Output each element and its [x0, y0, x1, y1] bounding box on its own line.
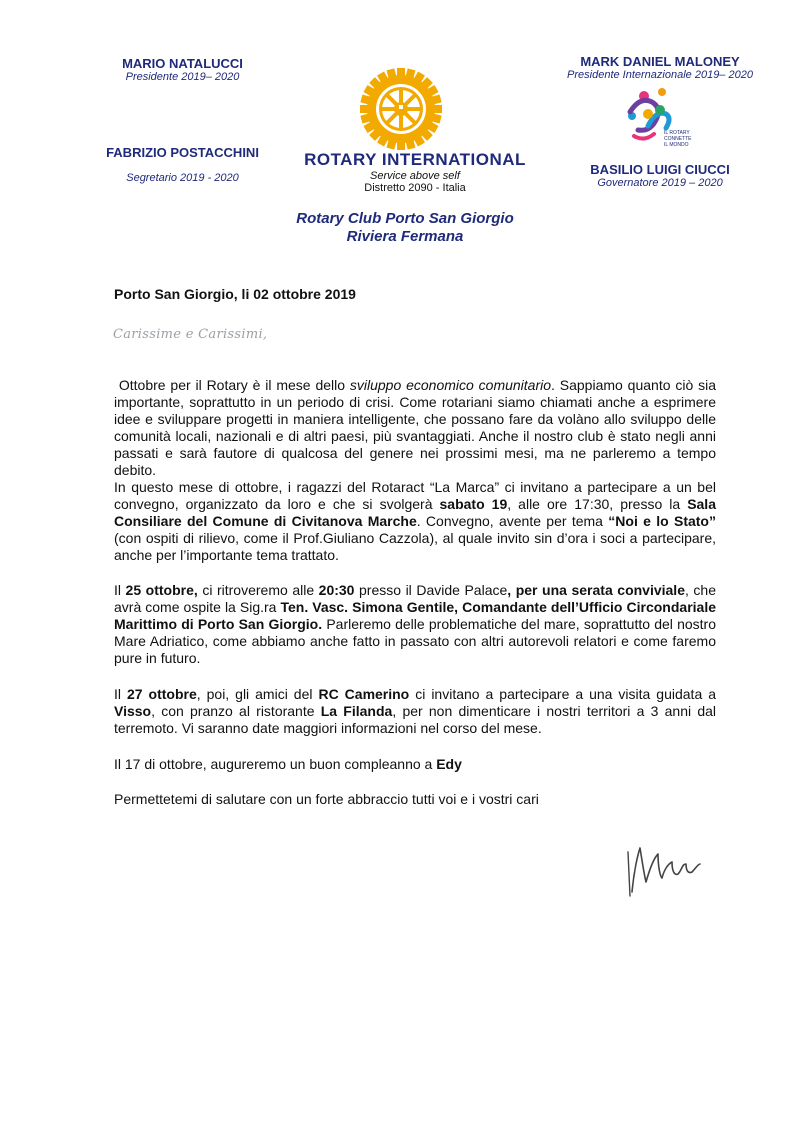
p1-c: . Sappiamo quanto ciò sia importante, soprattutto in un periodo di crisi. Come rotariani siamo chiamati anche a esprimere idee e sviluppare progetti in maniera intelligente, che possano fare da volàno allo sviluppo delle comunità locali, nazionali e di altri paesi, più svantaggiati. Anche il nostro club è stato negli anni passati e sarà fautore di qualcosa del genere nei prossimi mesi, ma ne parleremo a tempo debito.	[114, 377, 716, 478]
p3-i: Parleremo delle problematiche del mare, soprattutto del nostro Mare Adriatico, come abbiamo anche fatto in passato con altri autorevoli relatori e come faremo pure in futuro.	[114, 616, 716, 666]
officer-role: Governatore 2019 – 2020	[597, 177, 723, 189]
p4-g: , con pranzo al ristorante	[151, 703, 321, 719]
p3-h: Ten. Vasc. Simona Gentile, Comandante dell’Ufficio Circondariale Marittimo di Porto San Giorgio.	[114, 599, 716, 632]
officer-secretary	[85, 145, 280, 184]
p3-g: , che avrà come ospite la Sig.ra	[114, 582, 716, 615]
p2-f: “Noi e lo Stato”	[608, 513, 716, 529]
organization-title: ROTARY INTERNATIONAL	[304, 150, 526, 169]
club-name-line2: Riviera Fermana	[346, 228, 464, 245]
p5-b: Edy	[436, 756, 462, 772]
officer-name: MARK DANIEL MALONEY	[580, 54, 740, 69]
officer-name: BASILIO LUIGI CIUCCI	[590, 162, 730, 177]
paragraph-4	[114, 686, 716, 737]
p4-c: , poi, gli amici del	[196, 686, 319, 702]
officer-role: Presidente Internazionale 2019– 2020	[567, 69, 753, 81]
p4-h: La Filanda	[320, 703, 393, 719]
p2-d: Sala Consiliare del Comune di Civitanova Marche	[114, 496, 716, 529]
paragraph-1	[114, 377, 716, 479]
paragraph-3	[114, 582, 716, 667]
district: Distretto 2090 - Italia	[364, 182, 466, 194]
club-name-line1: Rotary Club Porto San Giorgio	[296, 210, 514, 227]
p4-b: 27 ottobre	[126, 686, 197, 702]
club-name	[260, 210, 550, 246]
officer-name: MARIO NATALUCCI	[122, 56, 243, 71]
theme-text: CONNETTE	[664, 136, 692, 142]
officer-international-president	[560, 54, 760, 81]
paragraph-2	[114, 479, 716, 564]
p4-i: , per non dimenticare i nostri territori a 3 anni dal terremoto. Vi saranno date maggiori informazioni nel corso del mese.	[114, 703, 717, 736]
paragraph-5	[114, 756, 716, 773]
p3-a: Il	[114, 582, 126, 598]
p3-e: presso il Davide Palace	[354, 582, 508, 598]
officer-name: FABRIZIO POSTACCHINI	[106, 145, 259, 160]
p3-f: , per una serata conviviale	[507, 582, 685, 598]
signature	[618, 830, 718, 900]
p1-b: sviluppo economico comunitario	[349, 377, 552, 393]
p4-e: ci invitano a partecipare a una visita guidata a	[409, 686, 716, 702]
officer-governor	[565, 162, 755, 189]
motto: Service above self	[370, 170, 460, 182]
p3-c: ci ritroveremo alle	[197, 582, 319, 598]
theme-text: IL MONDO	[664, 142, 689, 148]
officer-role: Segretario 2019 - 2020	[126, 172, 239, 184]
officer-role: Presidente 2019– 2020	[125, 71, 240, 83]
p5-a: Il 17 di ottobre, augureremo un buon compleanno a	[114, 756, 437, 772]
handwritten-salutation: Carissime e Carissimi,	[113, 327, 268, 342]
p1-a: Ottobre per il Rotary è il mese dello	[118, 377, 350, 393]
p3-b: 25 ottobre,	[125, 582, 198, 598]
p4-d: RC Camerino	[318, 686, 410, 702]
p4-f: Visso	[114, 703, 152, 719]
p2-c: , alle ore 17:30, presso la	[507, 496, 688, 512]
theme-text: IL ROTARY	[664, 130, 690, 136]
p2-g: (con ospiti di rilievo, come il Prof.Giuliano Cazzola), al quale invito sin d’ora i soci a partecipare, anche per l’importante tema trattato.	[114, 530, 716, 563]
p2-a: In questo mese di ottobre, i ragazzi del Rotaract “La Marca” ci invitano a partecipare a un bel convegno, organizzato da loro e che si svolgerà	[114, 479, 716, 512]
p4-a: Il	[114, 686, 127, 702]
rotary-wheel-logo	[360, 68, 442, 150]
p3-d: 20:30	[318, 582, 355, 598]
paragraph-6: Permettetemi di salutare con un forte abbraccio tutti voi e i vostri cari	[114, 791, 539, 807]
place-date: Porto San Giorgio, li 02 ottobre 2019	[114, 286, 356, 302]
officer-president	[100, 56, 265, 83]
p2-b: sabato 19	[439, 496, 508, 512]
rotary-connects-logo	[622, 86, 702, 150]
p2-e: . Convegno, avente per tema	[416, 513, 609, 529]
